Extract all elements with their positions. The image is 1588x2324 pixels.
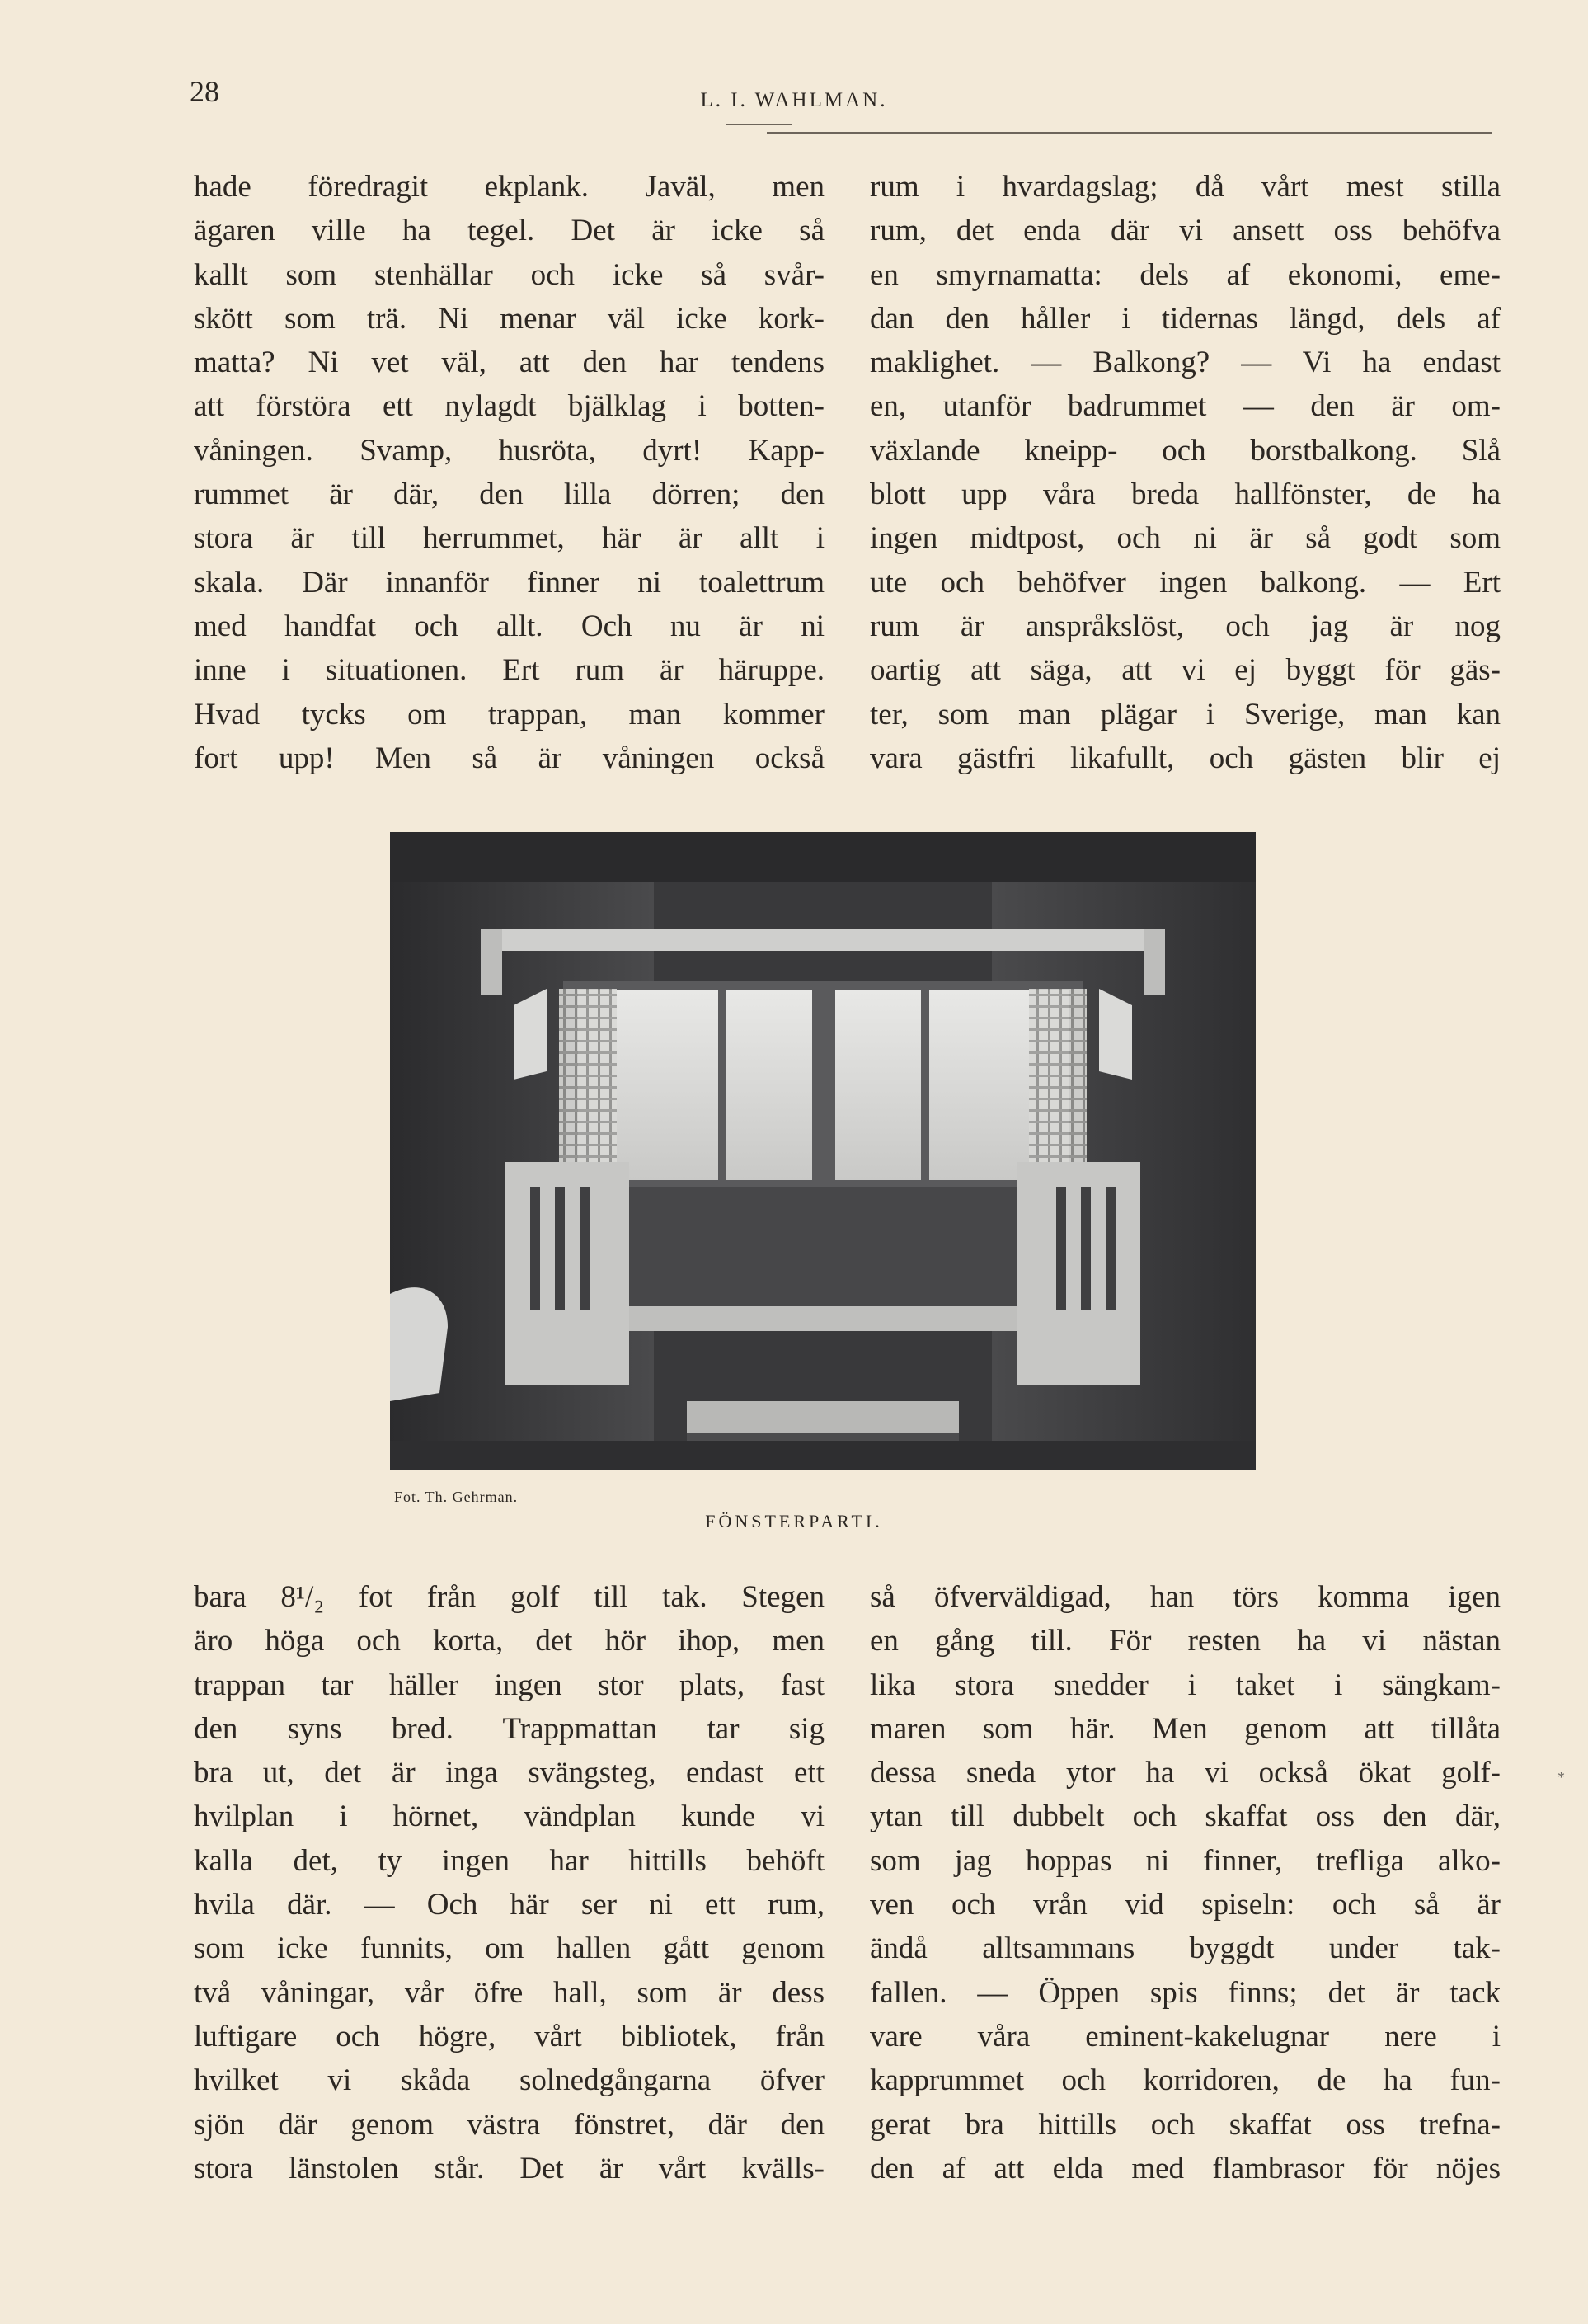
- text-line: hvilplan i hörnet, vändplan kunde vi: [194, 1799, 825, 1834]
- text-line: stora är till herrummet, här är allt i: [194, 521, 825, 556]
- text-line: fort upp! Men så är våningen också: [194, 741, 825, 775]
- column-bottom-left: [194, 1575, 825, 2190]
- text-line: kalla det, ty ingen har hittills behöft: [194, 1843, 825, 1878]
- text-line: den af att elda med flambrasor för nöjes: [870, 2151, 1501, 2185]
- text-line: ute och behöfver ingen balkong. — Ert: [870, 565, 1501, 600]
- text-line: skött som trä. Ni menar väl icke kork-: [194, 301, 825, 336]
- text-line: inne i situationen. Ert rum är häruppe.: [194, 653, 825, 688]
- text-line: som jag hoppas ni finner, trefliga alko-: [870, 1843, 1501, 1878]
- text-line: ven och vrån vid spiseln: och så är: [870, 1888, 1501, 1922]
- text-line: ingen midtpost, och ni är så godt som: [870, 521, 1501, 556]
- stray-mark: *: [1557, 1769, 1565, 1785]
- figure-caption: FÖNSTERPARTI.: [705, 1511, 883, 1531]
- text-line: ändå alltsammans byggdt under tak-: [870, 1931, 1501, 1966]
- text-line: kapprummet och korridoren, de ha fun-: [870, 2063, 1501, 2098]
- text-line: en gång till. För resten ha vi nästan: [870, 1624, 1501, 1658]
- text-line: fallen. — Öppen spis finns; det är tack: [870, 1975, 1501, 2010]
- text-line: ytan till dubbelt och skaffat oss den där,: [870, 1799, 1501, 1834]
- text-line: trappan tar häller ingen stor plats, fast: [194, 1668, 825, 1702]
- text-line: som icke funnits, om hallen gått genom: [194, 1931, 825, 1966]
- head-rule-short: [726, 124, 792, 125]
- text-line: dessa sneda ytor ha vi också ökat golf-: [870, 1756, 1501, 1790]
- text-line: maklighet. — Balkong? — Vi ha endast: [870, 346, 1501, 380]
- text-line: bara 8¹/₂ fot från golf till tak. Stegen: [194, 1580, 825, 1614]
- text-line: två våningar, vår öfre hall, som är dess: [194, 1975, 825, 2010]
- text-line: Hvad tycks om trappan, man kommer: [194, 697, 825, 732]
- head-rule: [767, 132, 1492, 134]
- photo-credit: Fot. Th. Gehrman.: [394, 1489, 519, 1505]
- text-line: hvilket vi skåda solnedgångarna öfver: [194, 2063, 825, 2098]
- text-line: maren som här. Men genom att tillåta: [870, 1711, 1501, 1746]
- text-line: den syns bred. Trappmattan tar sig: [194, 1711, 825, 1746]
- text-line: gerat bra hittills och skaffat oss trefna-: [870, 2107, 1501, 2142]
- text-line: lika stora snedder i taket i sängkam-: [870, 1668, 1501, 1702]
- text-line: växlande kneipp- och borstbalkong. Slå: [870, 433, 1501, 468]
- text-line: sjön där genom västra fönstret, där den: [194, 2107, 825, 2142]
- text-line: rum är anspråkslöst, och jag är nog: [870, 609, 1501, 643]
- text-line: blott upp våra breda hallfönster, de ha: [870, 478, 1501, 512]
- column-top-left: [194, 165, 825, 780]
- text-line: våningen. Svamp, husröta, dyrt! Kapp-: [194, 433, 825, 468]
- text-line: så öfverväldigad, han törs komma igen: [870, 1580, 1501, 1614]
- text-line: oartig att säga, att vi ej byggt för gäs-: [870, 653, 1501, 688]
- text-line: vara gästfri likafullt, och gästen blir ej: [870, 741, 1501, 775]
- text-line: rum i hvardagslag; då vårt mest stilla: [870, 170, 1501, 204]
- text-line: matta? Ni vet väl, att den har tendens: [194, 346, 825, 380]
- running-head: L. I. WAHLMAN.: [700, 89, 888, 111]
- text-line: ter, som man plägar i Sverige, man kan: [870, 697, 1501, 732]
- text-line: en, utanför badrummet — den är om-: [870, 389, 1501, 424]
- photograph-window-seat: [390, 832, 1256, 1470]
- text-line: vare våra eminent-kakelugnar nere i: [870, 2019, 1501, 2053]
- text-line: att förstöra ett nylagdt bjälklag i botten-: [194, 389, 825, 424]
- text-line: bra ut, det är inga svängsteg, endast ett: [194, 1756, 825, 1790]
- text-line: stora länstolen står. Det är vårt kvälls-: [194, 2151, 825, 2185]
- text-line: skala. Där innanför finner ni toalettrum: [194, 565, 825, 600]
- text-line: dan den håller i tidernas längd, dels af: [870, 301, 1501, 336]
- text-line: kallt som stenhällar och icke så svår-: [194, 257, 825, 292]
- text-line: hvila där. — Och här ser ni ett rum,: [194, 1888, 825, 1922]
- text-line: en smyrnamatta: dels af ekonomi, eme-: [870, 257, 1501, 292]
- column-bottom-right: [870, 1575, 1501, 2190]
- text-line: äro höga och korta, det hör ihop, men: [194, 1624, 825, 1658]
- text-line: luftigare och högre, vårt bibliotek, från: [194, 2019, 825, 2053]
- text-line: med handfat och allt. Och nu är ni: [194, 609, 825, 643]
- text-line: hade föredragit ekplank. Javäl, men: [194, 170, 825, 204]
- text-line: rummet är där, den lilla dörren; den: [194, 478, 825, 512]
- page-number: 28: [190, 75, 219, 108]
- text-line: ägaren ville ha tegel. Det är icke så: [194, 214, 825, 248]
- text-line: rum, det enda där vi ansett oss behöfva: [870, 214, 1501, 248]
- column-top-right: [870, 165, 1501, 780]
